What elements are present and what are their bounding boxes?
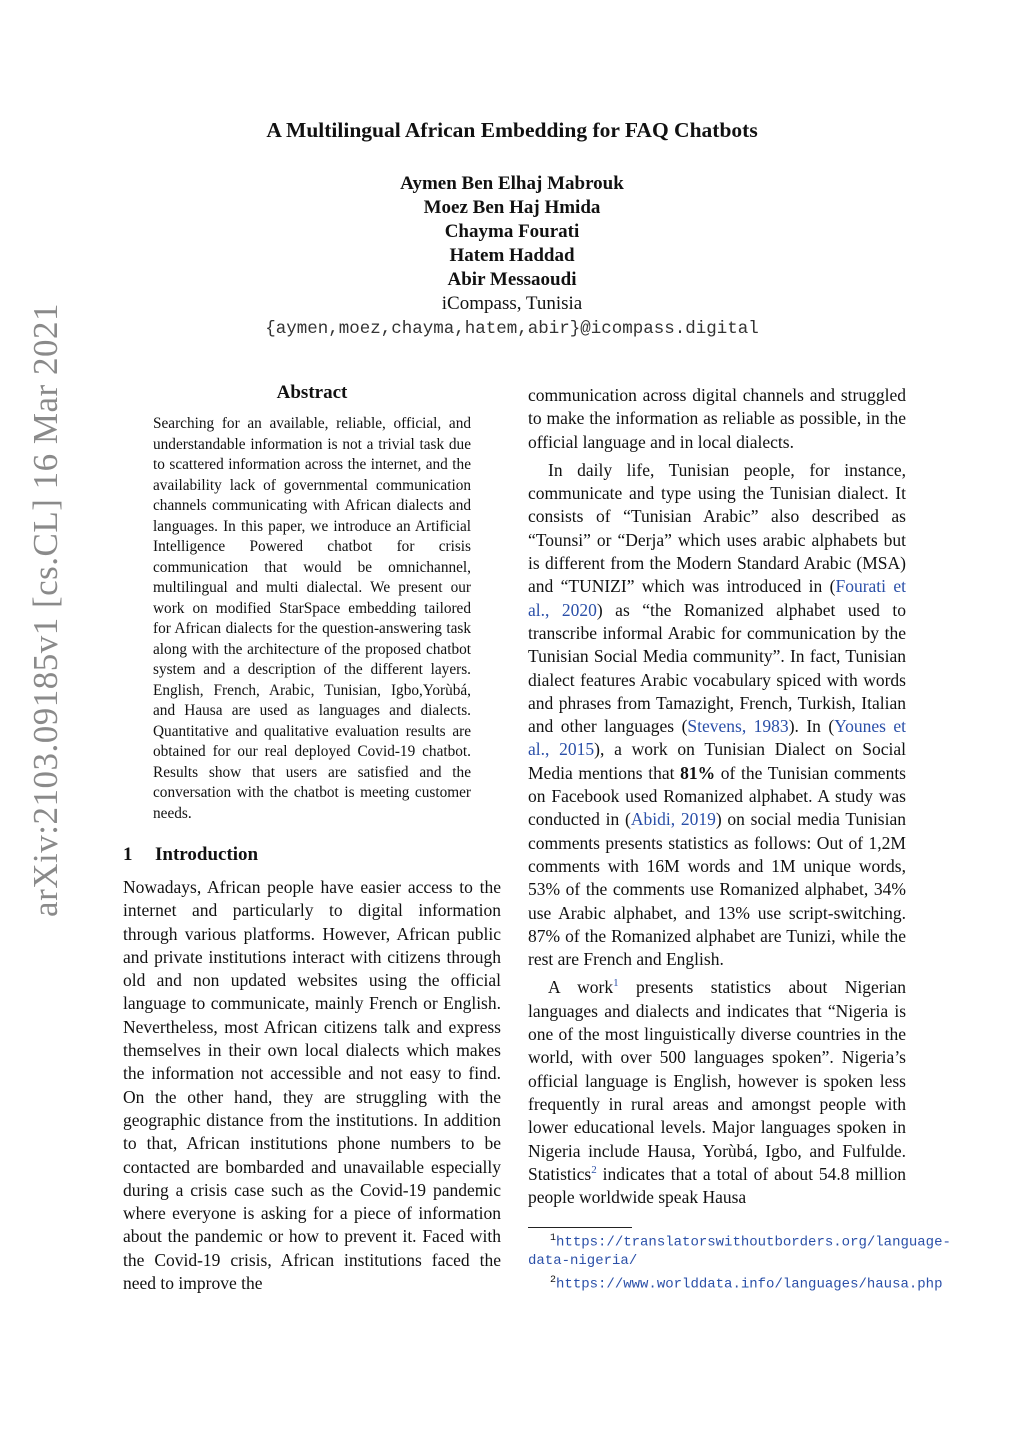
footnote	[528, 1230, 951, 1270]
footnote-divider	[528, 1227, 632, 1228]
author-name: Moez Ben Haj Hmida	[423, 197, 601, 218]
footnote-marker[interactable]: 1	[613, 977, 619, 990]
section-number: 1	[123, 844, 133, 865]
text-run: of the Tunisian comments on Facebook used Romanized alphabet. A study was conducted in (	[528, 762, 906, 830]
footnote-url[interactable]: https://www.worlddata.info/languages/hausa.php	[556, 1276, 943, 1293]
text-run: ) as “the Romanized alphabet used to transcribe informal Arabic for communication by the Tunisian Social Media community”. In fact, Tunisian dialect features Arabic vocabulary spiced with words and phrases from Tamazight, French, Turkish, Italian and other languages (	[528, 599, 906, 737]
abstract-heading: Abstract	[276, 382, 348, 403]
text-run: In daily life, Tunisian people, for instance, communicate and type using the Tunisian dialect. It consists of “Tunisian Arabic” also described as “Tounsi” or “Derja” which uses arabic alphabets but is different from the Modern Standard Arabic (MSA) and “TUNIZI” which was introduced in (	[528, 459, 906, 597]
footnote-url[interactable]: https://translatorswithoutborders.org/language-data-nigeria/	[528, 1235, 951, 1270]
text-run: presents statistics about Nigerian languages and dialects and indicates that “Nigeria is one of the most linguistically diverse countries in the world, with over 500 languages spoken”. Nigeria’s official language is English, however is spoken less frequently in rural areas and amongst people with lower educational levels. Major languages spoken in Nigeria include Hausa, Yorùbá, Igbo, and Fulfulde. Statistics	[528, 977, 907, 1184]
section-title: Introduction	[155, 844, 259, 865]
footnote-marker[interactable]: 2	[591, 1163, 597, 1176]
text-run: ) on social media Tunisian comments presents statistics as follows: Out of 1,2M comments with 16M words and 1M unique words, 53% of the comments use Romanized alphabet, 34% use Arabic alphabet, and 13% use script-switching. 87% of the Romanized alphabet are Tunizi, while the rest are French and English.	[528, 809, 906, 970]
author-name: Hatem Haddad	[449, 245, 575, 266]
intro-paragraph: Nowadays, African people have easier access to the internet and particularly to digital information through various platforms. However, African public and private institutions interact with citizens through old and non updated websites using the official language to communicate, mainly French or English. Nevertheless, most African citizens talk and express themselves in their own local dialects which makes the information not accessible and not easy to find. On the other hand, they are struggling with the geographic distance from the institutions. In addition to that, African institutions phone numbers to be contacted are bombarded and unavailable especially during a crisis case such as the Covid-19 pandemic where everyone is asking for a piece of information about the pandemic or how to prevent it. Faced with the Covid-19 crisis, African institutions faced the need to improve the	[123, 877, 501, 1294]
author-emails: {aymen,moez,chayma,hatem,abir}@icompass.digital	[265, 319, 759, 339]
text-run: ), a work on Tunisian Dialect on Social Media mentions that	[528, 739, 907, 783]
footnote	[528, 1272, 943, 1294]
text-run: A work	[548, 977, 614, 998]
body-paragraph	[528, 459, 906, 972]
author-name: Abir Messaoudi	[447, 269, 577, 290]
body-paragraph: communication across digital channels and struggled to make the information as reliable as possible, in the official language and in local dialects.	[528, 385, 906, 452]
paper-title: A Multilingual African Embedding for FAQ Chatbots	[266, 118, 758, 142]
arxiv-identifier: arXiv:2103.09185v1 [cs.CL] 16 Mar 2021	[26, 303, 66, 917]
right-column	[528, 384, 951, 1294]
text-run: ). In (	[788, 716, 835, 737]
author-name: Chayma Fourati	[444, 221, 580, 242]
footnote-number: 1	[550, 1233, 557, 1245]
left-column	[123, 382, 501, 1295]
citation-link[interactable]: Stevens, 1983	[687, 716, 789, 737]
citation-link[interactable]: Abidi, 2019	[630, 809, 716, 830]
footnote-number: 2	[550, 1275, 557, 1287]
citation-link[interactable]: Fourati et al., 2020	[528, 576, 906, 620]
body-paragraph	[528, 976, 906, 1209]
section-heading-introduction	[123, 844, 501, 866]
abstract-text: Searching for an available, reliable, official, and understandable information is not a trivial task due to scattered information across the internet, and the availability lack of governmental communication channels communicating with African dialects and languages. In this paper, we introduce an Artificial Intelligence Powered chatbot for crisis communication that would be omnichannel, multilingual and multi dialectal. We present our work on modified StarSpace embedding tailored for African dialects for the question-answering task along with the architecture of the proposed chatbot system and a description of the different layers. English, French, Arabic, Tunisian, Igbo,Yorùbá, and Hausa are used as languages and dialects. Quantitative and qualitative evaluation results are obtained for our real deployed Covid-19 chatbot. Results show that users are satisfied and the conversation with the chatbot is meeting customer needs.	[153, 415, 471, 822]
author-name: Aymen Ben Elhaj Mabrouk	[400, 173, 624, 194]
citation-link[interactable]: Younes et al., 2015	[528, 716, 907, 760]
bold-statistic: 81%	[680, 762, 716, 783]
author-block	[0, 172, 1024, 342]
affiliation: iCompass, Tunisia	[441, 293, 583, 314]
text-run: indicates that a total of about 54.8 million people worldwide speak Hausa	[528, 1163, 906, 1208]
